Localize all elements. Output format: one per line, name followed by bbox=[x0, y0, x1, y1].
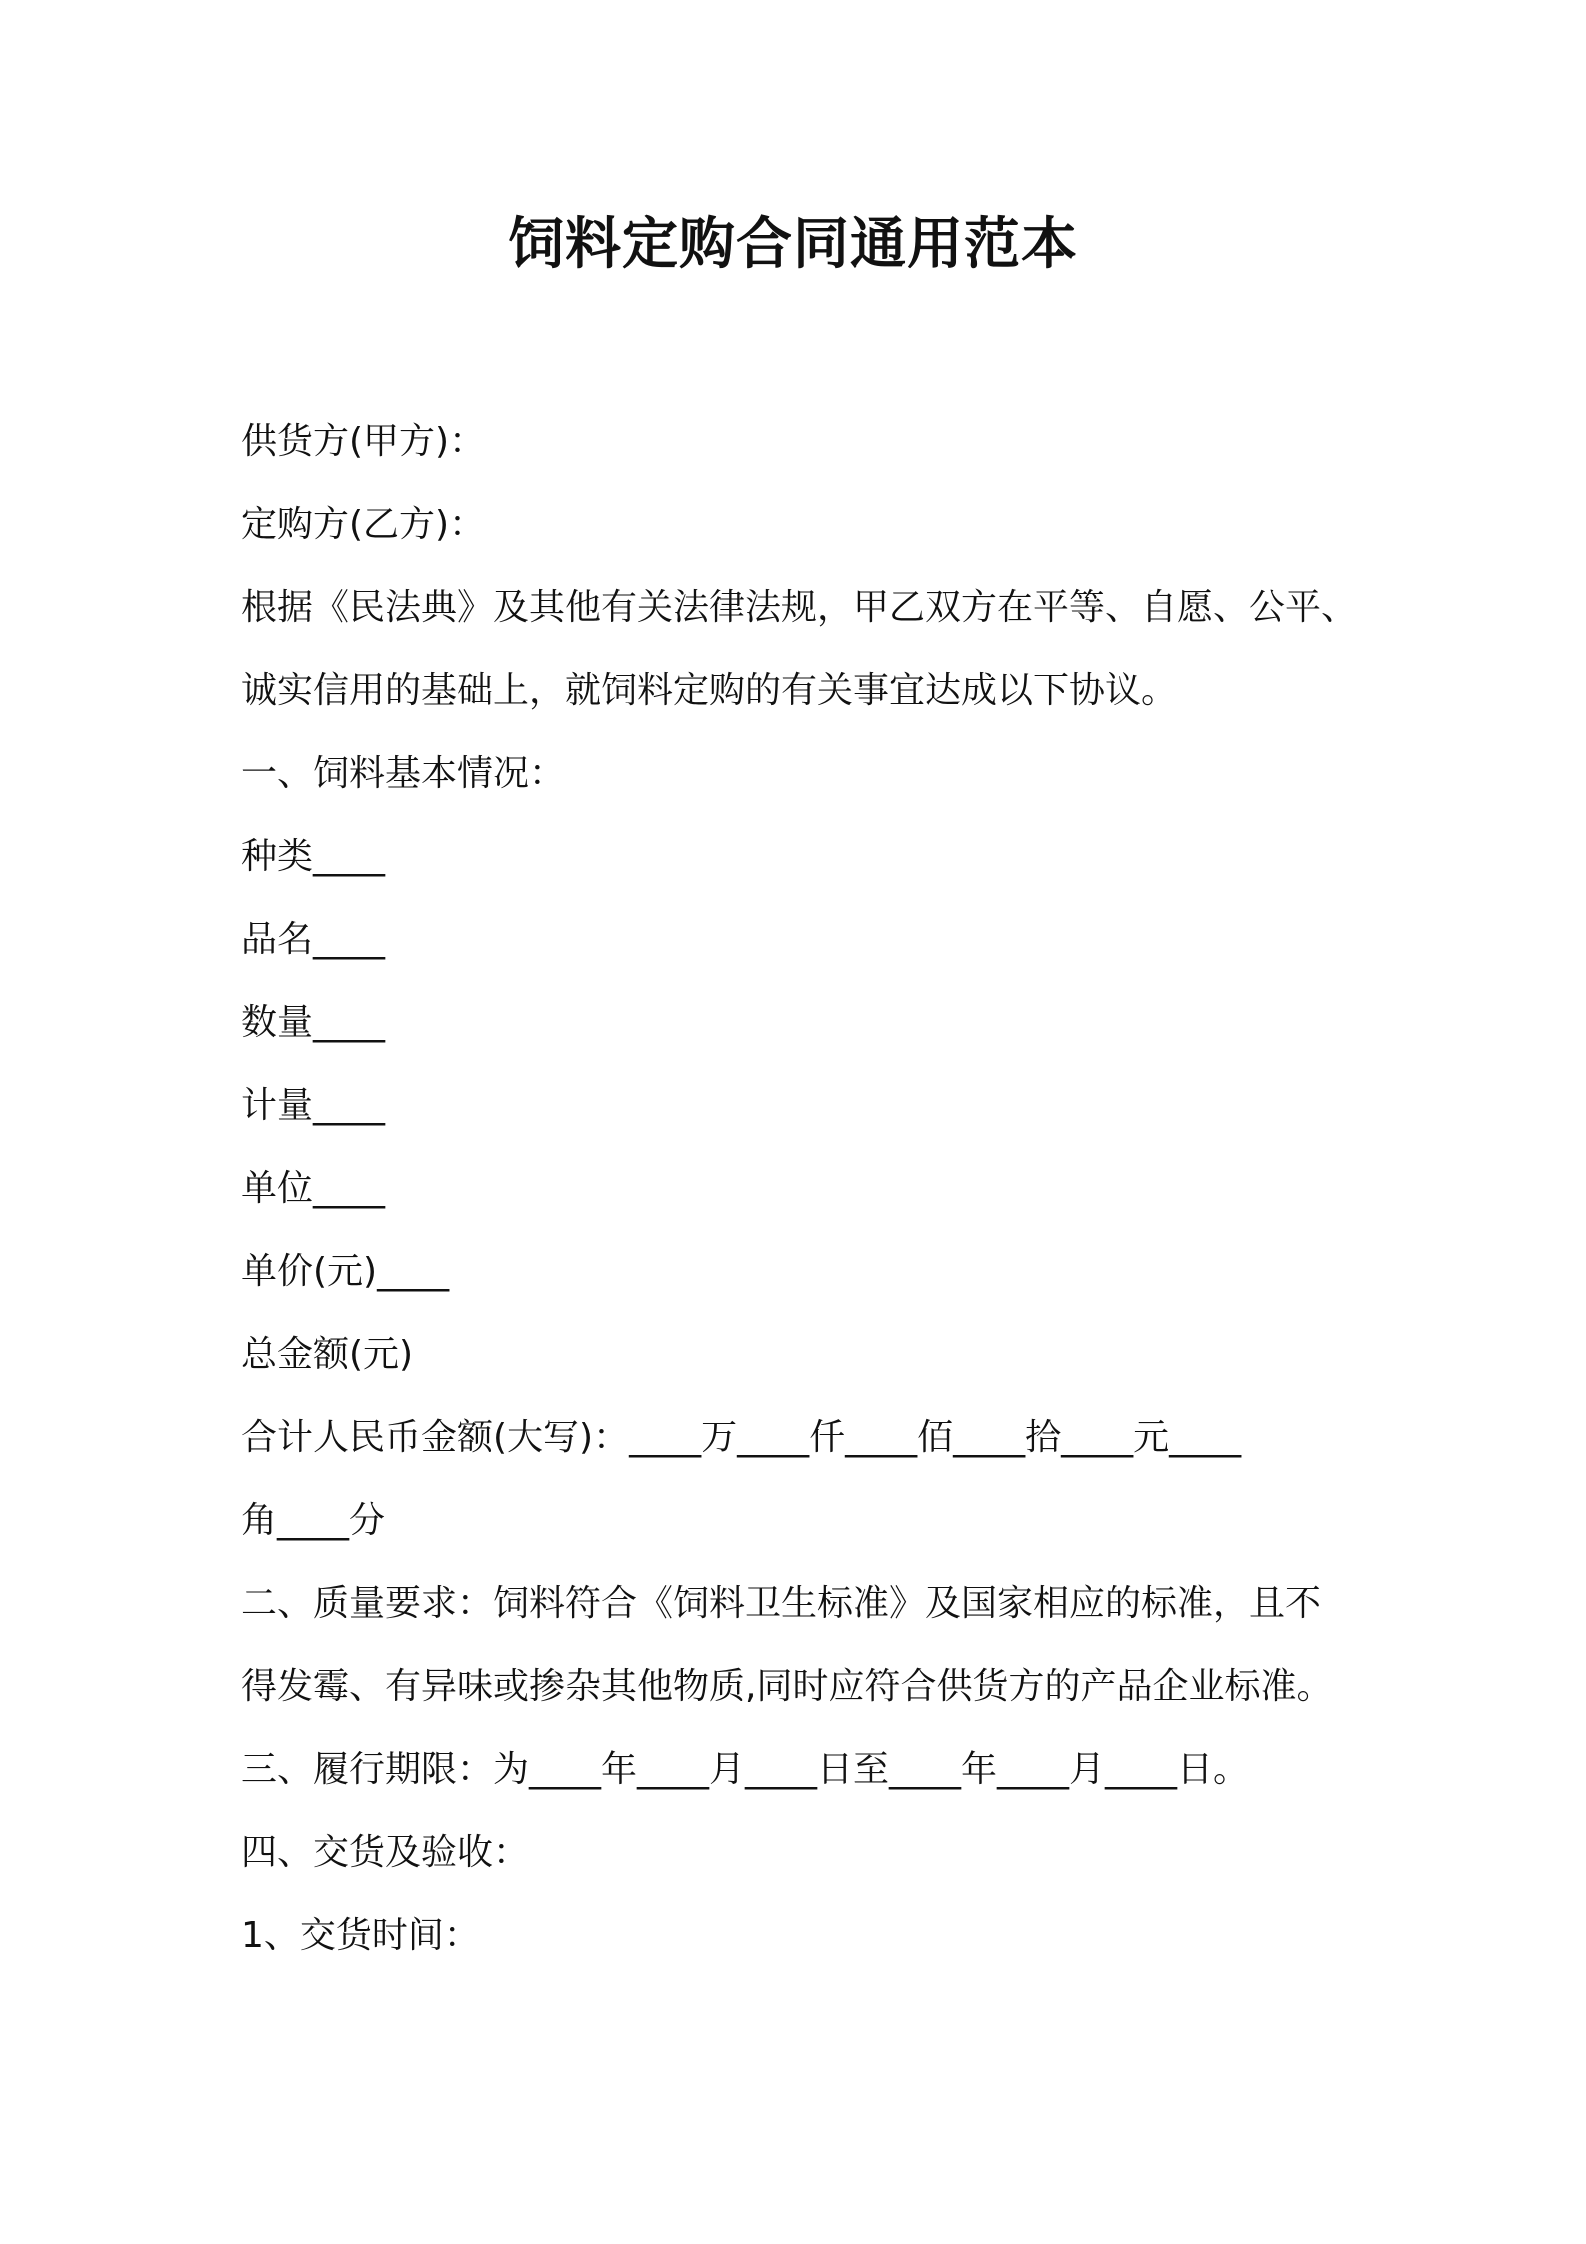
section-2-line-2: 得发霉、有异味或掺杂其他物质,同时应符合供货方的产品企业标准。 bbox=[241, 1666, 1333, 1707]
field-unit: 单位____ bbox=[241, 1168, 386, 1209]
section-1-heading: 一、饲料基本情况： bbox=[241, 753, 566, 794]
document-title: 饲料定购合同通用范本 bbox=[508, 212, 1078, 277]
section-2-line-1: 二、质量要求：饲料符合《饲料卫生标准》及国家相应的标准，且不 bbox=[241, 1583, 1322, 1624]
field-unit-price: 单价(元)____ bbox=[241, 1251, 450, 1292]
field-amount-in-words-1: 合计人民币金额(大写)：____万____仟____佰____拾____元____ bbox=[241, 1417, 1242, 1458]
delivery-time-line: 1、交货时间： bbox=[241, 1915, 480, 1956]
purchaser-line: 定购方(乙方)： bbox=[241, 504, 486, 545]
field-category: 种类____ bbox=[241, 836, 386, 877]
field-amount-in-words-2: 角____分 bbox=[241, 1500, 386, 1541]
field-product-name: 品名____ bbox=[241, 919, 386, 960]
section-3-line: 三、履行期限：为____年____月____日至____年____月____日。 bbox=[241, 1749, 1250, 1790]
preamble-line-2: 诚实信用的基础上，就饲料定购的有关事宜达成以下协议。 bbox=[241, 670, 1178, 711]
document-body bbox=[241, 400, 1371, 1977]
section-4-heading: 四、交货及验收： bbox=[241, 1832, 530, 1873]
field-total-amount: 总金额(元) bbox=[241, 1334, 414, 1375]
field-quantity: 数量____ bbox=[241, 1002, 386, 1043]
supplier-line: 供货方(甲方)： bbox=[241, 421, 486, 462]
field-measurement: 计量____ bbox=[241, 1085, 386, 1126]
preamble-line-1: 根据《民法典》及其他有关法律法规，甲乙双方在平等、自愿、公平、 bbox=[241, 587, 1358, 628]
